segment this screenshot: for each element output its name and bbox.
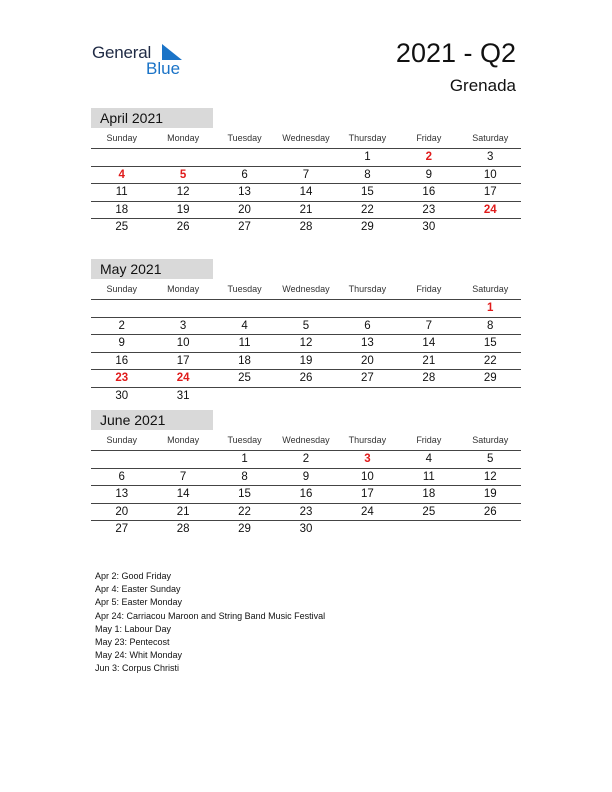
day-cell: 25 <box>422 505 436 518</box>
day-cell: 19 <box>299 354 313 367</box>
weekday-label: Sunday <box>106 133 137 143</box>
holiday-day-cell: 24 <box>483 203 497 216</box>
week-row <box>91 370 521 388</box>
day-cell: 21 <box>176 505 190 518</box>
day-cell: 4 <box>241 319 248 332</box>
day-cell: 12 <box>299 337 313 350</box>
holiday-day-cell: 3 <box>364 453 371 466</box>
holiday-day-cell: 23 <box>115 372 129 385</box>
weekday-label: Wednesday <box>282 435 330 445</box>
month-header: May 2021 <box>91 259 213 279</box>
week-row <box>91 300 521 318</box>
week-row <box>91 202 521 220</box>
weekday-label: Thursday <box>348 133 387 143</box>
weekday-label: Saturday <box>472 284 509 294</box>
holiday-note: Apr 5: Easter Monday <box>95 597 183 608</box>
holiday-note: Apr 4: Easter Sunday <box>95 584 181 595</box>
week-row <box>91 167 521 185</box>
weekday-label: Tuesday <box>227 284 262 294</box>
weekday-label: Sunday <box>106 435 137 445</box>
day-cell: 3 <box>487 151 494 164</box>
day-cell: 8 <box>487 319 494 332</box>
day-cell: 9 <box>302 470 310 483</box>
holiday-notes <box>95 570 325 676</box>
weekday-label: Monday <box>167 133 200 143</box>
weekday-header-row <box>91 430 521 451</box>
day-cell: 23 <box>422 203 436 216</box>
day-cell: 6 <box>364 319 371 332</box>
day-cell: 26 <box>176 221 190 234</box>
day-cell: 18 <box>422 488 436 501</box>
day-cell: 17 <box>176 354 190 367</box>
weekday-label: Saturday <box>472 435 509 445</box>
day-cell: 26 <box>299 372 313 385</box>
holiday-day-cell: 24 <box>176 372 190 385</box>
country-name: Grenada <box>449 76 516 95</box>
day-cell: 16 <box>299 488 313 501</box>
day-cell: 14 <box>176 488 190 501</box>
week-row <box>91 353 521 371</box>
logo-general-text: General <box>92 43 152 62</box>
holiday-day-cell: 5 <box>179 168 187 181</box>
holiday-note: Jun 3: Corpus Christi <box>95 663 180 674</box>
day-cell: 28 <box>176 523 190 536</box>
weekday-label: Wednesday <box>282 133 330 143</box>
weekday-label: Friday <box>416 133 442 143</box>
weekday-label: Thursday <box>348 435 387 445</box>
day-cell: 13 <box>115 488 129 501</box>
day-cell: 11 <box>115 186 128 199</box>
day-cell: 15 <box>361 186 374 199</box>
day-cell: 31 <box>176 389 190 402</box>
day-cell: 30 <box>299 523 313 536</box>
day-cell: 19 <box>176 203 190 216</box>
holiday-note: May 1: Labour Day <box>95 623 172 634</box>
day-cell: 22 <box>483 354 497 367</box>
month-may <box>91 259 521 404</box>
holiday-day-cell: 4 <box>118 168 125 181</box>
day-cell: 9 <box>425 168 433 181</box>
day-cell: 2 <box>302 453 310 466</box>
day-cell: 3 <box>179 319 187 332</box>
day-cell: 1 <box>364 151 371 164</box>
day-cell: 29 <box>483 372 497 385</box>
day-cell: 4 <box>425 453 433 466</box>
day-cell: 10 <box>361 470 374 483</box>
day-cell: 30 <box>115 389 129 402</box>
day-cell: 29 <box>361 221 374 234</box>
day-cell: 8 <box>241 470 248 483</box>
day-cell: 26 <box>483 505 497 518</box>
day-cell: 11 <box>238 337 251 350</box>
day-cell: 27 <box>115 523 129 536</box>
holiday-day-cell: 2 <box>425 151 433 164</box>
day-cell: 20 <box>115 505 129 518</box>
holiday-note: May 23: Pentecost <box>95 636 170 647</box>
day-cell: 8 <box>364 168 371 181</box>
holiday-day-cell: 1 <box>487 302 494 315</box>
day-cell: 20 <box>361 354 374 367</box>
day-cell: 7 <box>425 319 433 332</box>
day-cell: 1 <box>241 453 248 466</box>
day-cell: 25 <box>238 372 251 385</box>
weekday-label: Sunday <box>106 284 137 294</box>
week-row <box>91 219 521 236</box>
weekday-label: Tuesday <box>227 133 262 143</box>
week-row <box>91 504 521 522</box>
weekday-label: Thursday <box>348 284 387 294</box>
week-row <box>91 388 521 405</box>
day-cell: 2 <box>118 319 125 332</box>
day-cell: 15 <box>483 337 497 350</box>
page-title: 2021 - Q2 <box>395 38 516 68</box>
day-cell: 10 <box>176 337 190 350</box>
weekday-label: Monday <box>167 435 200 445</box>
week-row <box>91 335 521 353</box>
day-cell: 28 <box>299 221 313 234</box>
day-cell: 5 <box>302 319 310 332</box>
month-header: April 2021 <box>91 108 213 128</box>
day-cell: 12 <box>176 186 190 199</box>
day-cell: 29 <box>238 523 251 536</box>
day-cell: 18 <box>115 203 129 216</box>
day-cell: 24 <box>361 505 374 518</box>
day-cell: 19 <box>483 488 497 501</box>
weekday-header-row <box>91 279 521 300</box>
month-april <box>91 108 521 236</box>
logo-triangle-icon <box>162 44 182 60</box>
weekday-label: Friday <box>416 284 442 294</box>
day-cell: 18 <box>238 354 251 367</box>
day-cell: 6 <box>241 168 248 181</box>
logo <box>92 40 192 80</box>
day-cell: 22 <box>361 203 374 216</box>
day-cell: 15 <box>238 488 251 501</box>
day-cell: 25 <box>115 221 129 234</box>
month-june <box>91 410 521 538</box>
weekday-label: Wednesday <box>282 284 330 294</box>
day-cell: 13 <box>238 186 251 199</box>
day-cell: 30 <box>422 221 436 234</box>
day-cell: 27 <box>361 372 374 385</box>
month-header: June 2021 <box>91 410 213 430</box>
holiday-note: May 24: Whit Monday <box>95 650 183 661</box>
day-cell: 9 <box>118 337 125 350</box>
day-cell: 20 <box>238 203 251 216</box>
week-row <box>91 318 521 336</box>
day-cell: 7 <box>302 168 310 181</box>
week-row <box>91 521 521 538</box>
day-cell: 17 <box>361 488 374 501</box>
day-cell: 17 <box>483 186 497 199</box>
day-cell: 28 <box>422 372 436 385</box>
weekday-label: Friday <box>416 435 442 445</box>
day-cell: 6 <box>118 470 125 483</box>
day-cell: 14 <box>299 186 313 199</box>
week-row <box>91 184 521 202</box>
day-cell: 16 <box>422 186 436 199</box>
day-cell: 22 <box>238 505 251 518</box>
weekday-label: Monday <box>167 284 200 294</box>
day-cell: 27 <box>238 221 251 234</box>
weekday-label: Saturday <box>472 133 509 143</box>
day-cell: 16 <box>115 354 129 367</box>
holiday-note: Apr 24: Carriacou Maroon and String Band Music Festival <box>95 610 326 621</box>
day-cell: 13 <box>361 337 374 350</box>
day-cell: 21 <box>422 354 436 367</box>
week-row <box>91 469 521 487</box>
logo-blue-text: Blue <box>146 59 181 78</box>
holiday-note: Apr 2: Good Friday <box>95 571 172 581</box>
weekday-label: Tuesday <box>227 435 262 445</box>
day-cell: 14 <box>422 337 436 350</box>
day-cell: 10 <box>483 168 497 181</box>
day-cell: 5 <box>487 453 494 466</box>
week-row <box>91 486 521 504</box>
day-cell: 11 <box>422 470 435 483</box>
week-row <box>91 451 521 469</box>
day-cell: 12 <box>483 470 497 483</box>
day-cell: 7 <box>179 470 187 483</box>
weekday-header-row <box>91 128 521 149</box>
day-cell: 21 <box>299 203 313 216</box>
week-row <box>91 149 521 167</box>
day-cell: 23 <box>299 505 313 518</box>
